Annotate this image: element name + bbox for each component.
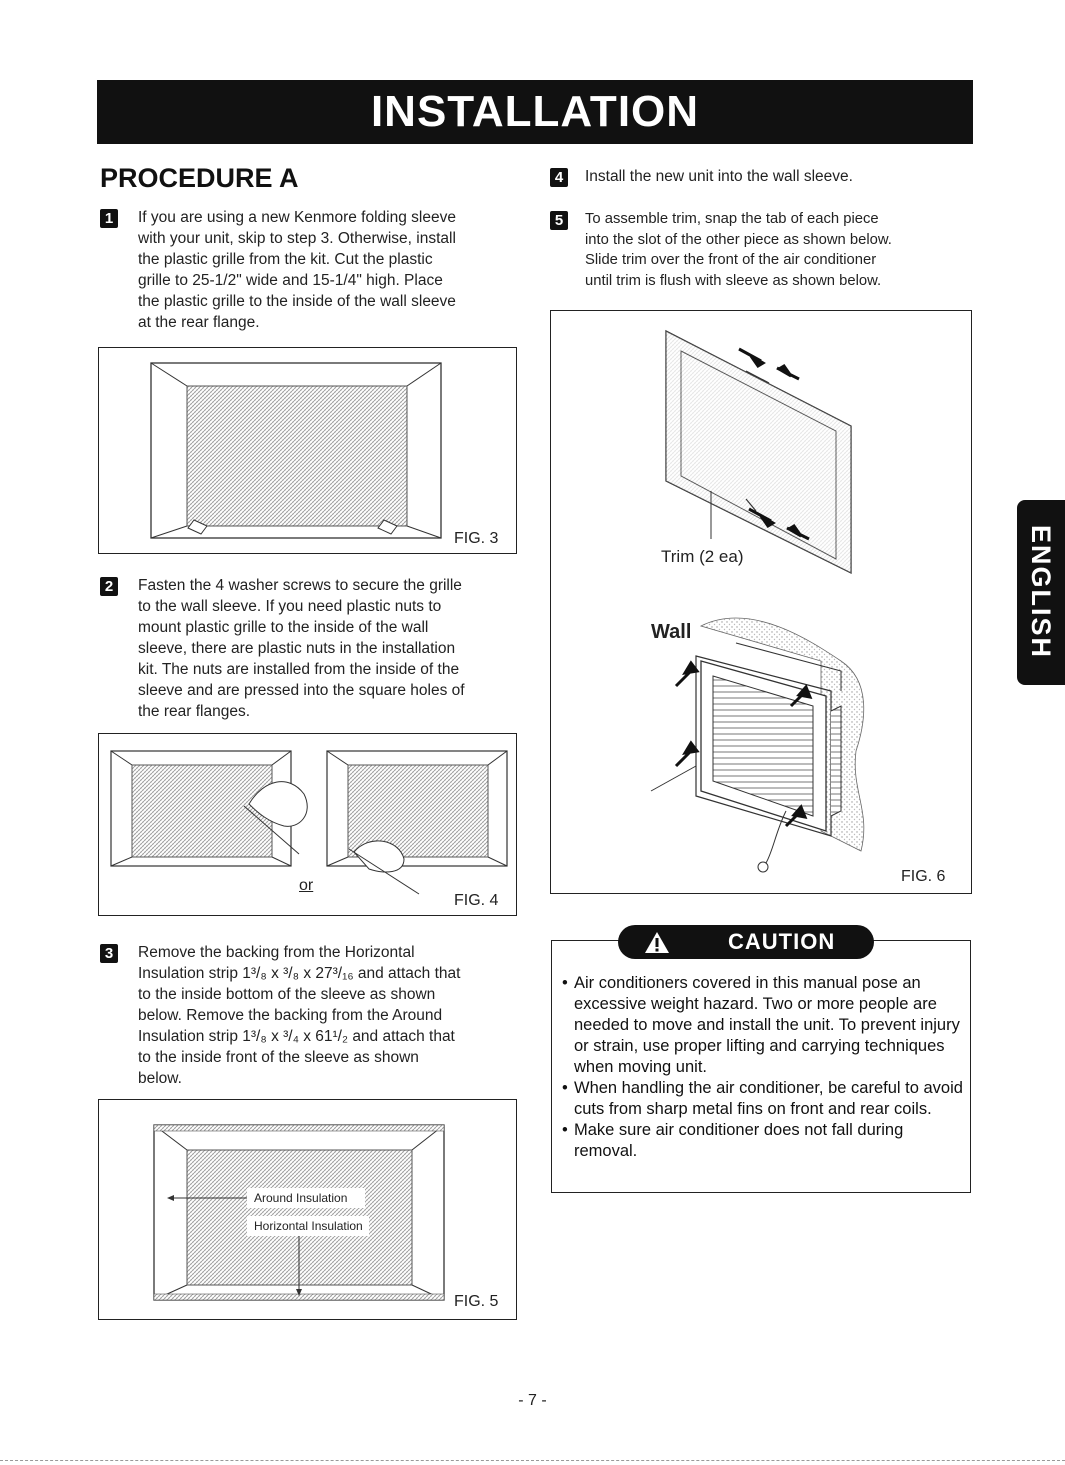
caution-header bbox=[618, 925, 874, 959]
language-side-tab bbox=[1017, 500, 1065, 685]
figure-5 bbox=[98, 1099, 517, 1320]
figure-4 bbox=[98, 733, 517, 916]
step-5 bbox=[550, 209, 970, 299]
step-number-3: 3 bbox=[100, 944, 118, 963]
step-number-5: 5 bbox=[550, 211, 568, 230]
fig5-insulation-illustration bbox=[99, 1100, 515, 1318]
fig5-around-label: Around Insulation bbox=[254, 1191, 348, 1205]
step-1-text: If you are using a new Kenmore folding sleeve with your unit, skip to step 3. Otherwise, install the plastic grille from the kit. Cut the plastic grille to 25-1/2" wide and 15-1/4" high. Place the plastic grille to the inside of the wall sleeve at the rear flange. bbox=[138, 209, 456, 331]
fig3-grille-illustration bbox=[99, 348, 515, 552]
warning-icon bbox=[644, 931, 670, 954]
step-2 bbox=[100, 575, 520, 725]
fig6-trim-label: Trim (2 ea) bbox=[661, 547, 744, 566]
fig3-label: FIG. 3 bbox=[454, 530, 499, 547]
step-4-text: Install the new unit into the wall sleeve. bbox=[585, 168, 853, 185]
fig4-label: FIG. 4 bbox=[454, 892, 499, 909]
fig6-label: FIG. 6 bbox=[901, 868, 946, 885]
side-tab-label: ENGLISH bbox=[1026, 525, 1056, 660]
fig5-horizontal-label: Horizontal Insulation bbox=[254, 1219, 363, 1233]
page-number: - 7 - bbox=[518, 1392, 547, 1409]
step-5-text: To assemble trim, snap the tab of each piece into the slot of the other piece as shown below. Slide trim over the front of the air conditioner until trim is flush with sleeve as shown below. bbox=[585, 211, 892, 289]
caution-item: • Make sure air conditioner does not fall during removal. bbox=[562, 1120, 967, 1162]
fig6-trim-illustration bbox=[551, 311, 970, 892]
step-number-4: 4 bbox=[550, 168, 568, 187]
step-3 bbox=[100, 942, 520, 1092]
fig4-or-label: or bbox=[299, 877, 314, 894]
step-4 bbox=[550, 166, 970, 190]
caution-item: • When handling the air conditioner, be careful to avoid cuts from sharp metal fins on front and rear coils. bbox=[562, 1078, 967, 1120]
page-header-banner bbox=[97, 80, 973, 144]
step-number-2: 2 bbox=[100, 577, 118, 596]
caution-item: • Air conditioners covered in this manual pose an excessive weight hazard. Two or more people are needed to move and install the unit. To prevent injury or strain, use proper lifting and carrying techniques when moving unit. bbox=[562, 973, 967, 1078]
step-number-1: 1 bbox=[100, 209, 118, 228]
fig5-label: FIG. 5 bbox=[454, 1293, 499, 1310]
caution-list bbox=[562, 973, 967, 1162]
step-1 bbox=[100, 207, 520, 337]
figure-6 bbox=[550, 310, 972, 894]
fig6-wall-label: Wall bbox=[651, 621, 692, 643]
step-3-text: Remove the backing from the Horizontal Insulation strip 1³/₈ x ³/₈ x 27³/₁₆ and attach that to the inside bottom of the sleeve as shown below. Remove the backing from the Around Insulation strip 1³/₈ x ³/₄ x 61¹/₂ and attach that to the inside front of the sleeve as shown below. bbox=[138, 944, 461, 1087]
section-title: PROCEDURE A bbox=[100, 163, 299, 193]
step-2-text: Fasten the 4 washer screws to secure the grille to the wall sleeve. If you need plastic nuts to mount plastic grille to the inside of the wall sleeve, there are plastic nuts in the installation kit. The nuts are installed from the inside of the sleeve and are pressed into the square holes of the rear flanges. bbox=[138, 577, 465, 720]
bottom-rule bbox=[0, 1460, 1065, 1461]
page-title: INSTALLATION bbox=[370, 87, 700, 136]
figure-3 bbox=[98, 347, 517, 554]
caution-title: CAUTION bbox=[728, 929, 836, 954]
